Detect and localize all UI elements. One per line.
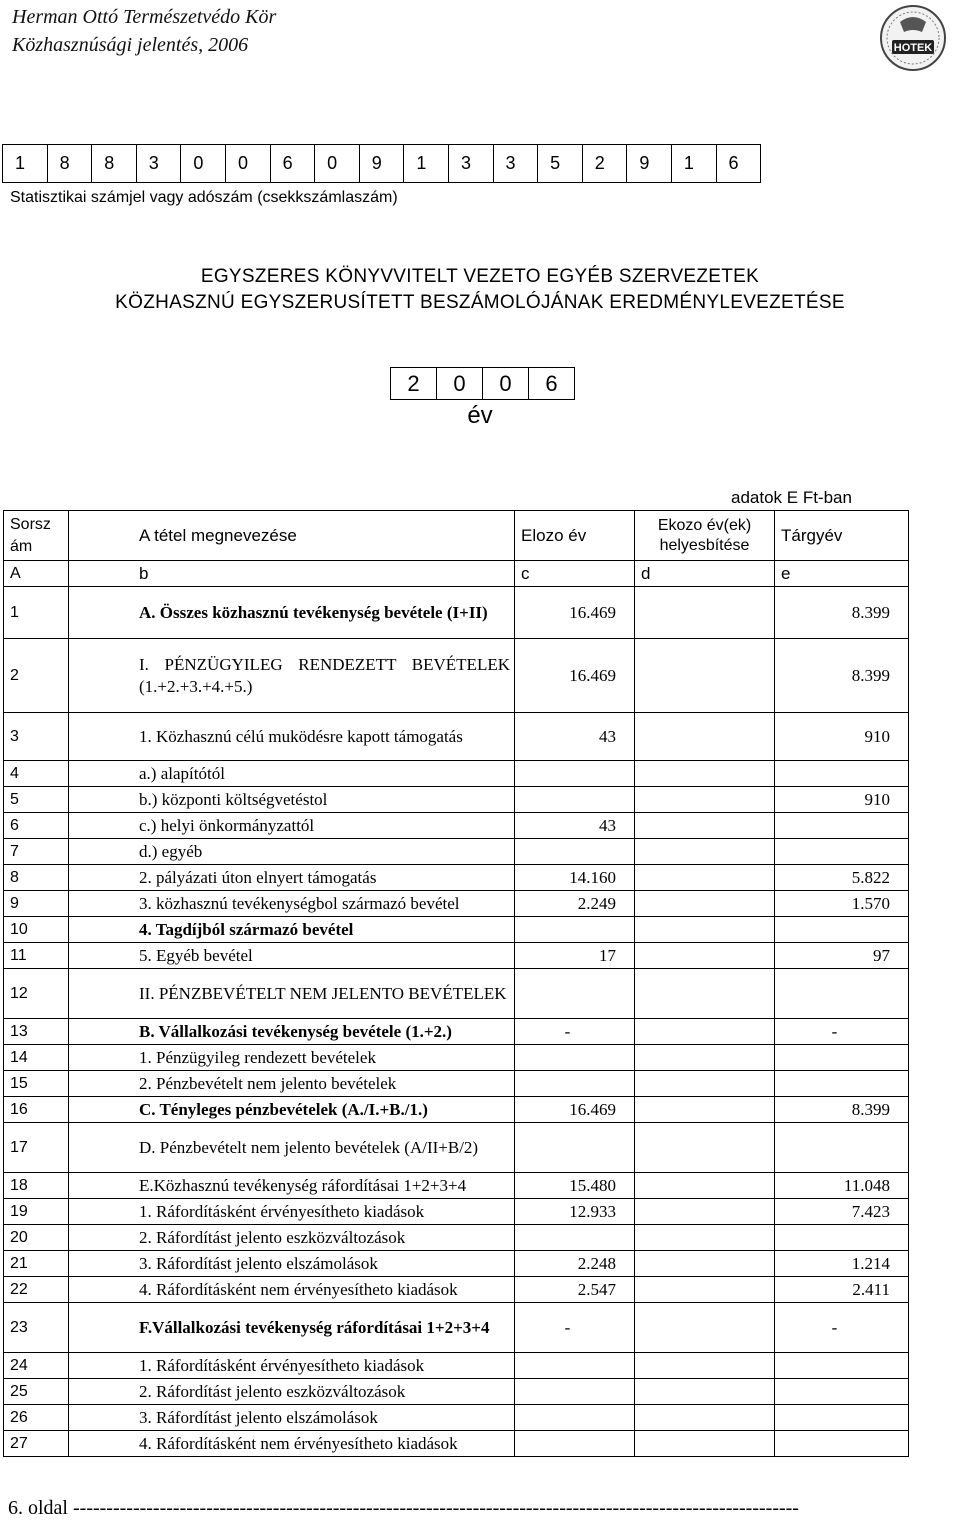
correction-value bbox=[635, 1173, 775, 1199]
correction-value bbox=[635, 1045, 775, 1071]
col-letter: A bbox=[4, 561, 69, 587]
col-letter: b bbox=[69, 561, 515, 587]
current-year-value bbox=[775, 1123, 909, 1173]
year-digit: 6 bbox=[529, 368, 575, 400]
tax-id-digit: 0 bbox=[181, 145, 226, 183]
row-number: 19 bbox=[4, 1199, 69, 1225]
table-row bbox=[4, 1097, 909, 1123]
row-number: 6 bbox=[4, 813, 69, 839]
row-number: 8 bbox=[4, 865, 69, 891]
current-year-value bbox=[775, 917, 909, 943]
current-year-value bbox=[775, 1045, 909, 1071]
previous-year-value: 17 bbox=[515, 943, 635, 969]
col-header-current-year: Tárgyév bbox=[775, 511, 909, 561]
row-number: 17 bbox=[4, 1123, 69, 1173]
row-label: II. PÉNZBEVÉTELT NEM JELENTO BEVÉTELEK bbox=[69, 969, 515, 1019]
row-label: 3. Ráfordítást jelento elszámolások bbox=[69, 1251, 515, 1277]
previous-year-value bbox=[515, 1353, 635, 1379]
income-statement-table bbox=[3, 510, 909, 1457]
row-number: 18 bbox=[4, 1173, 69, 1199]
previous-year-value: - bbox=[515, 1019, 635, 1045]
correction-value bbox=[635, 1225, 775, 1251]
row-label: 5. Egyéb bevétel bbox=[69, 943, 515, 969]
previous-year-value bbox=[515, 839, 635, 865]
row-label: 3. Ráfordítást jelento elszámolások bbox=[69, 1405, 515, 1431]
current-year-value: 2.411 bbox=[775, 1277, 909, 1303]
current-year-value: 910 bbox=[775, 713, 909, 761]
report-title: Közhasznúsági jelentés, 2006 bbox=[12, 34, 249, 56]
row-label: b.) központi költségvetéstol bbox=[69, 787, 515, 813]
row-number: 5 bbox=[4, 787, 69, 813]
correction-value bbox=[635, 865, 775, 891]
table-row bbox=[4, 587, 909, 639]
previous-year-value bbox=[515, 917, 635, 943]
table-row bbox=[4, 969, 909, 1019]
org-name: Herman Ottó Természetvédo Kör bbox=[12, 6, 277, 28]
correction-value bbox=[635, 1123, 775, 1173]
previous-year-value: 2.249 bbox=[515, 891, 635, 917]
page-number: 6. oldal bbox=[8, 1497, 68, 1519]
year-digit: 0 bbox=[437, 368, 483, 400]
previous-year-value: 43 bbox=[515, 813, 635, 839]
statement-title-line2: KÖZHASZNÚ EGYSZERUSÍTETT BESZÁMOLÓJÁNAK EREDMÉNYLEVEZETÉSE bbox=[115, 292, 845, 313]
logo-text: HOTEK bbox=[893, 42, 933, 54]
correction-value bbox=[635, 1071, 775, 1097]
current-year-value bbox=[775, 761, 909, 787]
current-year-value: 1.214 bbox=[775, 1251, 909, 1277]
tax-id-digit: 8 bbox=[47, 145, 92, 183]
correction-value bbox=[635, 1379, 775, 1405]
current-year-value: 910 bbox=[775, 787, 909, 813]
tax-id-digit: 1 bbox=[3, 145, 48, 183]
previous-year-value bbox=[515, 1225, 635, 1251]
row-label: 1. Pénzügyileg rendezett bevételek bbox=[69, 1045, 515, 1071]
previous-year-value bbox=[515, 969, 635, 1019]
previous-year-value: 15.480 bbox=[515, 1173, 635, 1199]
previous-year-value: - bbox=[515, 1303, 635, 1353]
row-number: 15 bbox=[4, 1071, 69, 1097]
row-label: B. Vállalkozási tevékenység bevétele (1.+2.) bbox=[69, 1019, 515, 1045]
table-row bbox=[4, 917, 909, 943]
table-row bbox=[4, 1173, 909, 1199]
footer bbox=[8, 1497, 799, 1520]
header-row bbox=[4, 511, 909, 561]
table-row bbox=[4, 891, 909, 917]
row-label: 4. Ráfordításként nem érvényesítheto kiadások bbox=[69, 1431, 515, 1457]
current-year-value bbox=[775, 1225, 909, 1251]
table-row bbox=[4, 1071, 909, 1097]
row-label: A. Összes közhasznú tevékenység bevétele (I+II) bbox=[69, 587, 515, 639]
row-number: 4 bbox=[4, 761, 69, 787]
row-label: F.Vállalkozási tevékenység ráfordításai 1+2+3+4 bbox=[69, 1303, 515, 1353]
row-number: 24 bbox=[4, 1353, 69, 1379]
current-year-value: - bbox=[775, 1303, 909, 1353]
correction-value bbox=[635, 1019, 775, 1045]
table-row bbox=[4, 761, 909, 787]
current-year-value bbox=[775, 839, 909, 865]
row-label: d.) egyéb bbox=[69, 839, 515, 865]
col-letter: d bbox=[635, 561, 775, 587]
previous-year-value: 12.933 bbox=[515, 1199, 635, 1225]
current-year-value bbox=[775, 1379, 909, 1405]
table-row bbox=[4, 839, 909, 865]
correction-value bbox=[635, 787, 775, 813]
previous-year-value: 2.547 bbox=[515, 1277, 635, 1303]
current-year-value bbox=[775, 1431, 909, 1457]
row-number: 20 bbox=[4, 1225, 69, 1251]
tax-id-digit: 2 bbox=[582, 145, 627, 183]
row-number: 14 bbox=[4, 1045, 69, 1071]
row-label: 2. Ráfordítást jelento eszközváltozások bbox=[69, 1225, 515, 1251]
current-year-value: 7.423 bbox=[775, 1199, 909, 1225]
correction-value bbox=[635, 1199, 775, 1225]
correction-value bbox=[635, 1303, 775, 1353]
table-row bbox=[4, 713, 909, 761]
correction-value bbox=[635, 891, 775, 917]
current-year-value: 8.399 bbox=[775, 587, 909, 639]
table-row bbox=[4, 1225, 909, 1251]
row-number: 13 bbox=[4, 1019, 69, 1045]
table-row bbox=[4, 639, 909, 713]
tax-id-digit: 3 bbox=[136, 145, 181, 183]
current-year-value: 11.048 bbox=[775, 1173, 909, 1199]
current-year-value bbox=[775, 813, 909, 839]
row-label: c.) helyi önkormányzattól bbox=[69, 813, 515, 839]
current-year-value: 97 bbox=[775, 943, 909, 969]
correction-value bbox=[635, 813, 775, 839]
table-row bbox=[4, 1405, 909, 1431]
correction-value bbox=[635, 587, 775, 639]
previous-year-value bbox=[515, 1431, 635, 1457]
correction-value bbox=[635, 943, 775, 969]
row-number: 10 bbox=[4, 917, 69, 943]
table-row bbox=[4, 787, 909, 813]
correction-value bbox=[635, 639, 775, 713]
current-year-value bbox=[775, 1071, 909, 1097]
table-row bbox=[4, 1019, 909, 1045]
row-number: 1 bbox=[4, 587, 69, 639]
correction-value bbox=[635, 1405, 775, 1431]
table-row bbox=[4, 1379, 909, 1405]
row-label: 1. Ráfordításként érvényesítheto kiadások bbox=[69, 1199, 515, 1225]
previous-year-value bbox=[515, 761, 635, 787]
tax-id-digit: 0 bbox=[315, 145, 360, 183]
row-label: 2. pályázati úton elnyert támogatás bbox=[69, 865, 515, 891]
current-year-value bbox=[775, 1353, 909, 1379]
correction-value bbox=[635, 1431, 775, 1457]
current-year-value: 1.570 bbox=[775, 891, 909, 917]
table-row bbox=[4, 1431, 909, 1457]
table-row bbox=[4, 1303, 909, 1353]
row-label: 4. Tagdíjból származó bevétel bbox=[69, 917, 515, 943]
correction-value bbox=[635, 1353, 775, 1379]
tax-id-digit: 8 bbox=[92, 145, 137, 183]
correction-value bbox=[635, 969, 775, 1019]
row-number: 22 bbox=[4, 1277, 69, 1303]
row-label: 4. Ráfordításként nem érvényesítheto kiadások bbox=[69, 1277, 515, 1303]
statement-title-line1: EGYSZERES KÖNYVVITELT VEZETO EGYÉB SZERVEZETEK bbox=[200, 266, 760, 287]
row-number: 11 bbox=[4, 943, 69, 969]
current-year-value: - bbox=[775, 1019, 909, 1045]
previous-year-value bbox=[515, 1045, 635, 1071]
current-year-value: 8.399 bbox=[775, 1097, 909, 1123]
row-number: 21 bbox=[4, 1251, 69, 1277]
row-number: 26 bbox=[4, 1405, 69, 1431]
previous-year-value bbox=[515, 1379, 635, 1405]
table-row bbox=[4, 865, 909, 891]
current-year-value bbox=[775, 969, 909, 1019]
col-header-correction: Ekozo év(ek) helyesbítése bbox=[635, 511, 775, 561]
col-letter: e bbox=[775, 561, 909, 587]
row-label: C. Tényleges pénzbevételek (A./I.+B./1.) bbox=[69, 1097, 515, 1123]
current-year-value: 8.399 bbox=[775, 639, 909, 713]
table-row bbox=[4, 1251, 909, 1277]
tax-id-digit: 6 bbox=[270, 145, 315, 183]
correction-value bbox=[635, 761, 775, 787]
previous-year-value bbox=[515, 1071, 635, 1097]
row-number: 7 bbox=[4, 839, 69, 865]
previous-year-value: 14.160 bbox=[515, 865, 635, 891]
table-row bbox=[4, 943, 909, 969]
row-label: E.Közhasznú tevékenység ráfordításai 1+2+3+4 bbox=[69, 1173, 515, 1199]
row-label: 3. közhasznú tevékenységbol származó bevétel bbox=[69, 891, 515, 917]
row-label: 1. Ráfordításként érvényesítheto kiadások bbox=[69, 1353, 515, 1379]
row-number: 2 bbox=[4, 639, 69, 713]
row-number: 23 bbox=[4, 1303, 69, 1353]
year-label: év bbox=[467, 402, 493, 429]
tax-id-digit: 6 bbox=[716, 145, 761, 183]
previous-year-value: 16.469 bbox=[515, 587, 635, 639]
unit-note: adatok E Ft-ban bbox=[731, 488, 852, 507]
row-label: 1. Közhasznú célú muködésre kapott támogatás bbox=[69, 713, 515, 761]
previous-year-value: 16.469 bbox=[515, 639, 635, 713]
tax-id-digit: 1 bbox=[404, 145, 449, 183]
previous-year-value: 16.469 bbox=[515, 1097, 635, 1123]
previous-year-value bbox=[515, 787, 635, 813]
row-label: a.) alapítótól bbox=[69, 761, 515, 787]
previous-year-value: 43 bbox=[515, 713, 635, 761]
tax-id-digit: 3 bbox=[493, 145, 538, 183]
tax-id-caption: Statisztikai számjel vagy adószám (csekkszámlaszám) bbox=[10, 189, 398, 206]
tax-id-digit: 0 bbox=[225, 145, 270, 183]
row-number: 16 bbox=[4, 1097, 69, 1123]
correction-value bbox=[635, 1251, 775, 1277]
table-row bbox=[4, 1353, 909, 1379]
row-label: 2. Ráfordítást jelento eszközváltozások bbox=[69, 1379, 515, 1405]
col-header-previous-year: Elozo év bbox=[515, 511, 635, 561]
table-row bbox=[4, 813, 909, 839]
col-header-number: Sorsz ám bbox=[4, 511, 69, 561]
row-label: I. PÉNZÜGYILEG RENDEZETT BEVÉTELEK (1.+2.+3.+4.+5.) bbox=[69, 639, 515, 713]
table-row bbox=[4, 1045, 909, 1071]
current-year-value bbox=[775, 1405, 909, 1431]
letter-row bbox=[4, 561, 909, 587]
footer-dash-line: ------------------------------------------------------------------------------------------------------------- bbox=[73, 1497, 799, 1519]
current-year-value: 5.822 bbox=[775, 865, 909, 891]
tax-id-digit: 5 bbox=[538, 145, 583, 183]
tax-id-digit: 1 bbox=[671, 145, 716, 183]
year-digit: 0 bbox=[483, 368, 529, 400]
row-number: 27 bbox=[4, 1431, 69, 1457]
col-header-item: A tétel megnevezése bbox=[69, 511, 515, 561]
correction-value bbox=[635, 713, 775, 761]
correction-value bbox=[635, 917, 775, 943]
year-digit: 2 bbox=[391, 368, 437, 400]
tax-id-digit: 9 bbox=[627, 145, 672, 183]
table-row bbox=[4, 1277, 909, 1303]
tax-id-boxes bbox=[2, 144, 761, 183]
previous-year-value bbox=[515, 1405, 635, 1431]
correction-value bbox=[635, 1277, 775, 1303]
table-row bbox=[4, 1123, 909, 1173]
tax-id-digit: 3 bbox=[448, 145, 493, 183]
hotek-logo bbox=[878, 2, 948, 74]
row-number: 25 bbox=[4, 1379, 69, 1405]
correction-value bbox=[635, 839, 775, 865]
year-boxes bbox=[390, 367, 575, 400]
previous-year-value bbox=[515, 1123, 635, 1173]
correction-value bbox=[635, 1097, 775, 1123]
row-number: 12 bbox=[4, 969, 69, 1019]
row-number: 9 bbox=[4, 891, 69, 917]
tax-id-digit: 9 bbox=[359, 145, 404, 183]
previous-year-value: 2.248 bbox=[515, 1251, 635, 1277]
row-label: D. Pénzbevételt nem jelento bevételek (A/II+B/2) bbox=[69, 1123, 515, 1173]
col-letter: c bbox=[515, 561, 635, 587]
row-number: 3 bbox=[4, 713, 69, 761]
table-row bbox=[4, 1199, 909, 1225]
row-label: 2. Pénzbevételt nem jelento bevételek bbox=[69, 1071, 515, 1097]
